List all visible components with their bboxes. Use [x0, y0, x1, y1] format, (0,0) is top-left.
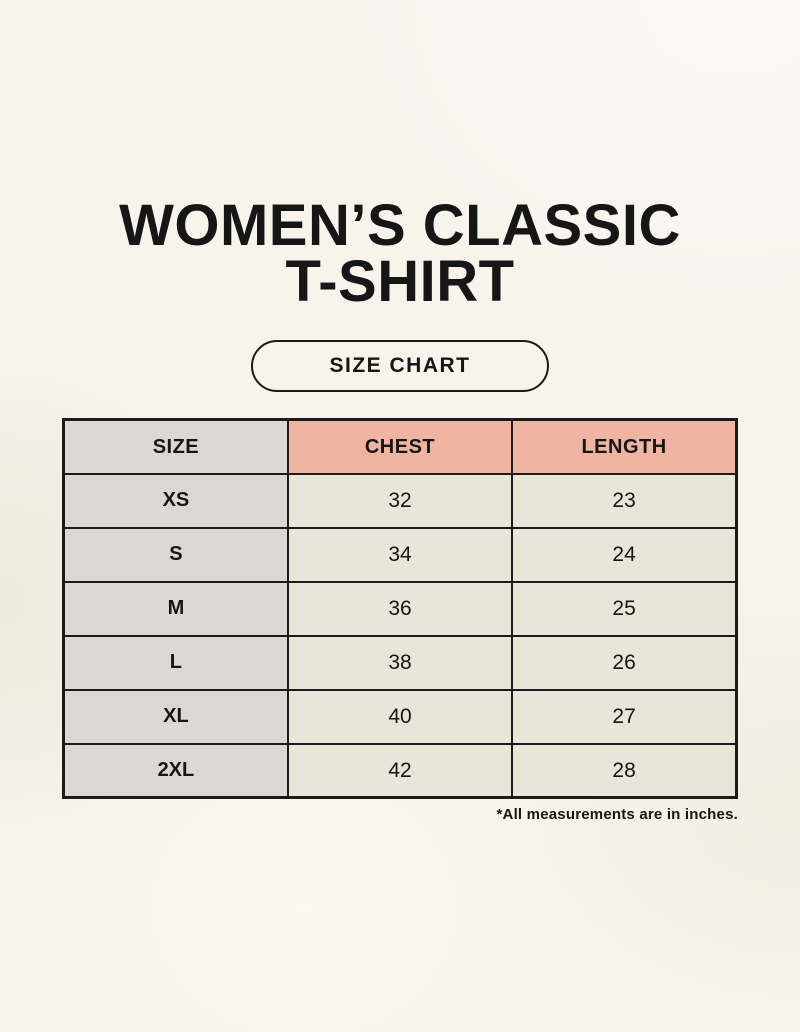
size-table: [62, 418, 738, 799]
length-value: 27: [512, 690, 736, 744]
page-title-line-1: WOMEN’S CLASSIC: [119, 193, 681, 258]
table-row-s: [64, 528, 737, 582]
table-row-xl: [64, 690, 737, 744]
size-label: S: [64, 528, 288, 582]
table-row-l: [64, 636, 737, 690]
column-header-chest: CHEST: [288, 420, 512, 474]
measurements-footnote: *All measurements are in inches.: [496, 806, 738, 824]
length-value: 26: [512, 636, 736, 690]
table-row-2xl: [64, 744, 737, 798]
length-value: 23: [512, 474, 736, 528]
table-row-m: [64, 582, 737, 636]
size-chart-badge[interactable]: [251, 340, 549, 392]
chest-value: 38: [288, 636, 512, 690]
size-chart-badge-label: SIZE CHART: [329, 354, 471, 378]
chest-value: 40: [288, 690, 512, 744]
size-label: 2XL: [64, 744, 288, 798]
table-row-xs: [64, 474, 737, 528]
chest-value: 36: [288, 582, 512, 636]
size-label: XL: [64, 690, 288, 744]
size-label: L: [64, 636, 288, 690]
size-label: M: [64, 582, 288, 636]
chest-value: 34: [288, 528, 512, 582]
chest-value: 42: [288, 744, 512, 798]
length-value: 28: [512, 744, 736, 798]
column-header-size: SIZE: [64, 420, 288, 474]
table-header-row: [64, 420, 737, 474]
length-value: 25: [512, 582, 736, 636]
length-value: 24: [512, 528, 736, 582]
size-label: XS: [64, 474, 288, 528]
chest-value: 32: [288, 474, 512, 528]
page-title-line-2: T-SHIRT: [285, 248, 515, 314]
column-header-length: LENGTH: [512, 420, 736, 474]
page-title: [0, 0, 800, 314]
